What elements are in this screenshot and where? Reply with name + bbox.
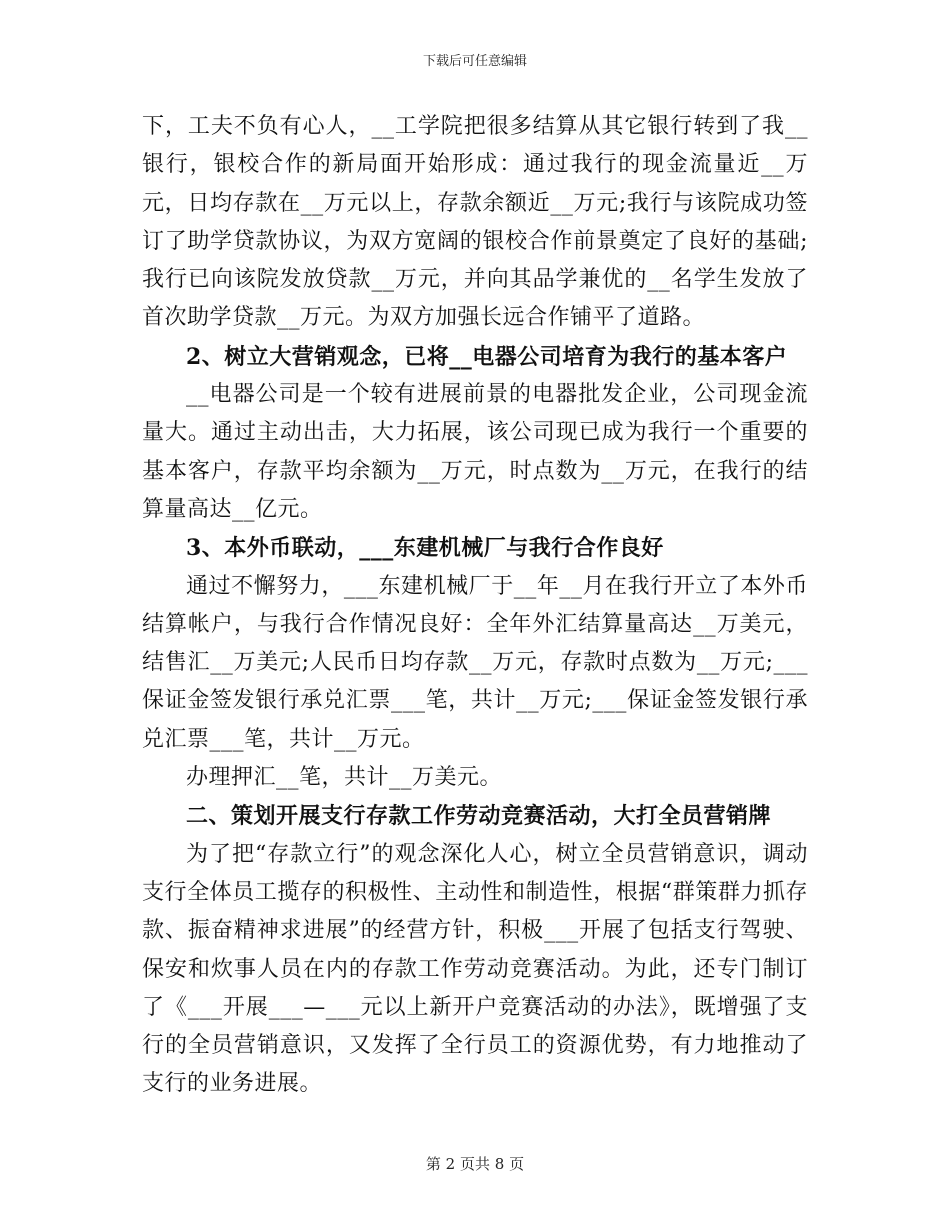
paragraph-machinery-factory: 通过不懈努力，___东建机械厂于__年__月在我行开立了本外币结算帐户，与我行合作情况良好：全年外汇结算量高达__万美元，结售汇__万美元;人民币日均存款__万元，存款时点数为__万元;___保证金签发银行承兑汇票___笔，共计__万元;___保证金签发银行承兑汇票___笔，共计__万元。 (142, 573, 808, 752)
section-heading-2: 2、树立大营销观念，已将__电器公司培育为我行的基本客户 (186, 343, 788, 370)
paragraph-continuation: 下，工夫不负有心人，__工学院把很多结算从其它银行转到了我__银行，银校合作的新局面开始形成：通过我行的现金流量近__万元，日均存款在__万元以上，存款余额近__万元;我行与该院成功签订了助学贷款协议，为双方宽阔的银校合作前景奠定了良好的基础;我行已向该院发放贷款__万元，并向其品学兼优的__名学生发放了首次助学贷款__万元。为双方加强长远合作铺平了道路。 (142, 114, 808, 331)
section-heading-3: 3、本外币联动，___东建机械厂与我行合作良好 (186, 535, 664, 562)
paragraph-bills: 办理押汇__笔，共计__万美元。 (186, 765, 503, 791)
paragraph-electrical-company: __电器公司是一个较有进展前景的电器批发企业，公司现金流量大。通过主动出击，大力拓展，该公司现已成为我行一个重要的基本客户，存款平均余额为__万元，时点数为__万元，在我行的结算量高达__亿元。 (142, 382, 808, 522)
page-header: 下载后可任意编辑 (422, 54, 527, 69)
page-footer: 第 2 页共 8 页 (425, 1155, 525, 1173)
document-body (142, 108, 808, 1104)
section-heading-two: 二、策划开展支行存款工作劳动竞赛活动，大打全员营销牌 (186, 803, 772, 830)
paragraph-competition: 为了把“存款立行”的观念深化人心，树立全员营销意识，调动支行全体员工揽存的积极性、主动性和制造性，根据“群策群力抓存款、振奋精神求进展”的经营方针，积极___开展了包括支行驾驶、保安和炊事人员在内的存款工作劳动竞赛活动。为此，还专门制订了《___开展___—___元以上新开户竞赛活动的办法》，既增强了支行的全员营销意识，又发挥了全行员工的资源优势，有力地推动了支行的业务进展。 (142, 841, 808, 1097)
